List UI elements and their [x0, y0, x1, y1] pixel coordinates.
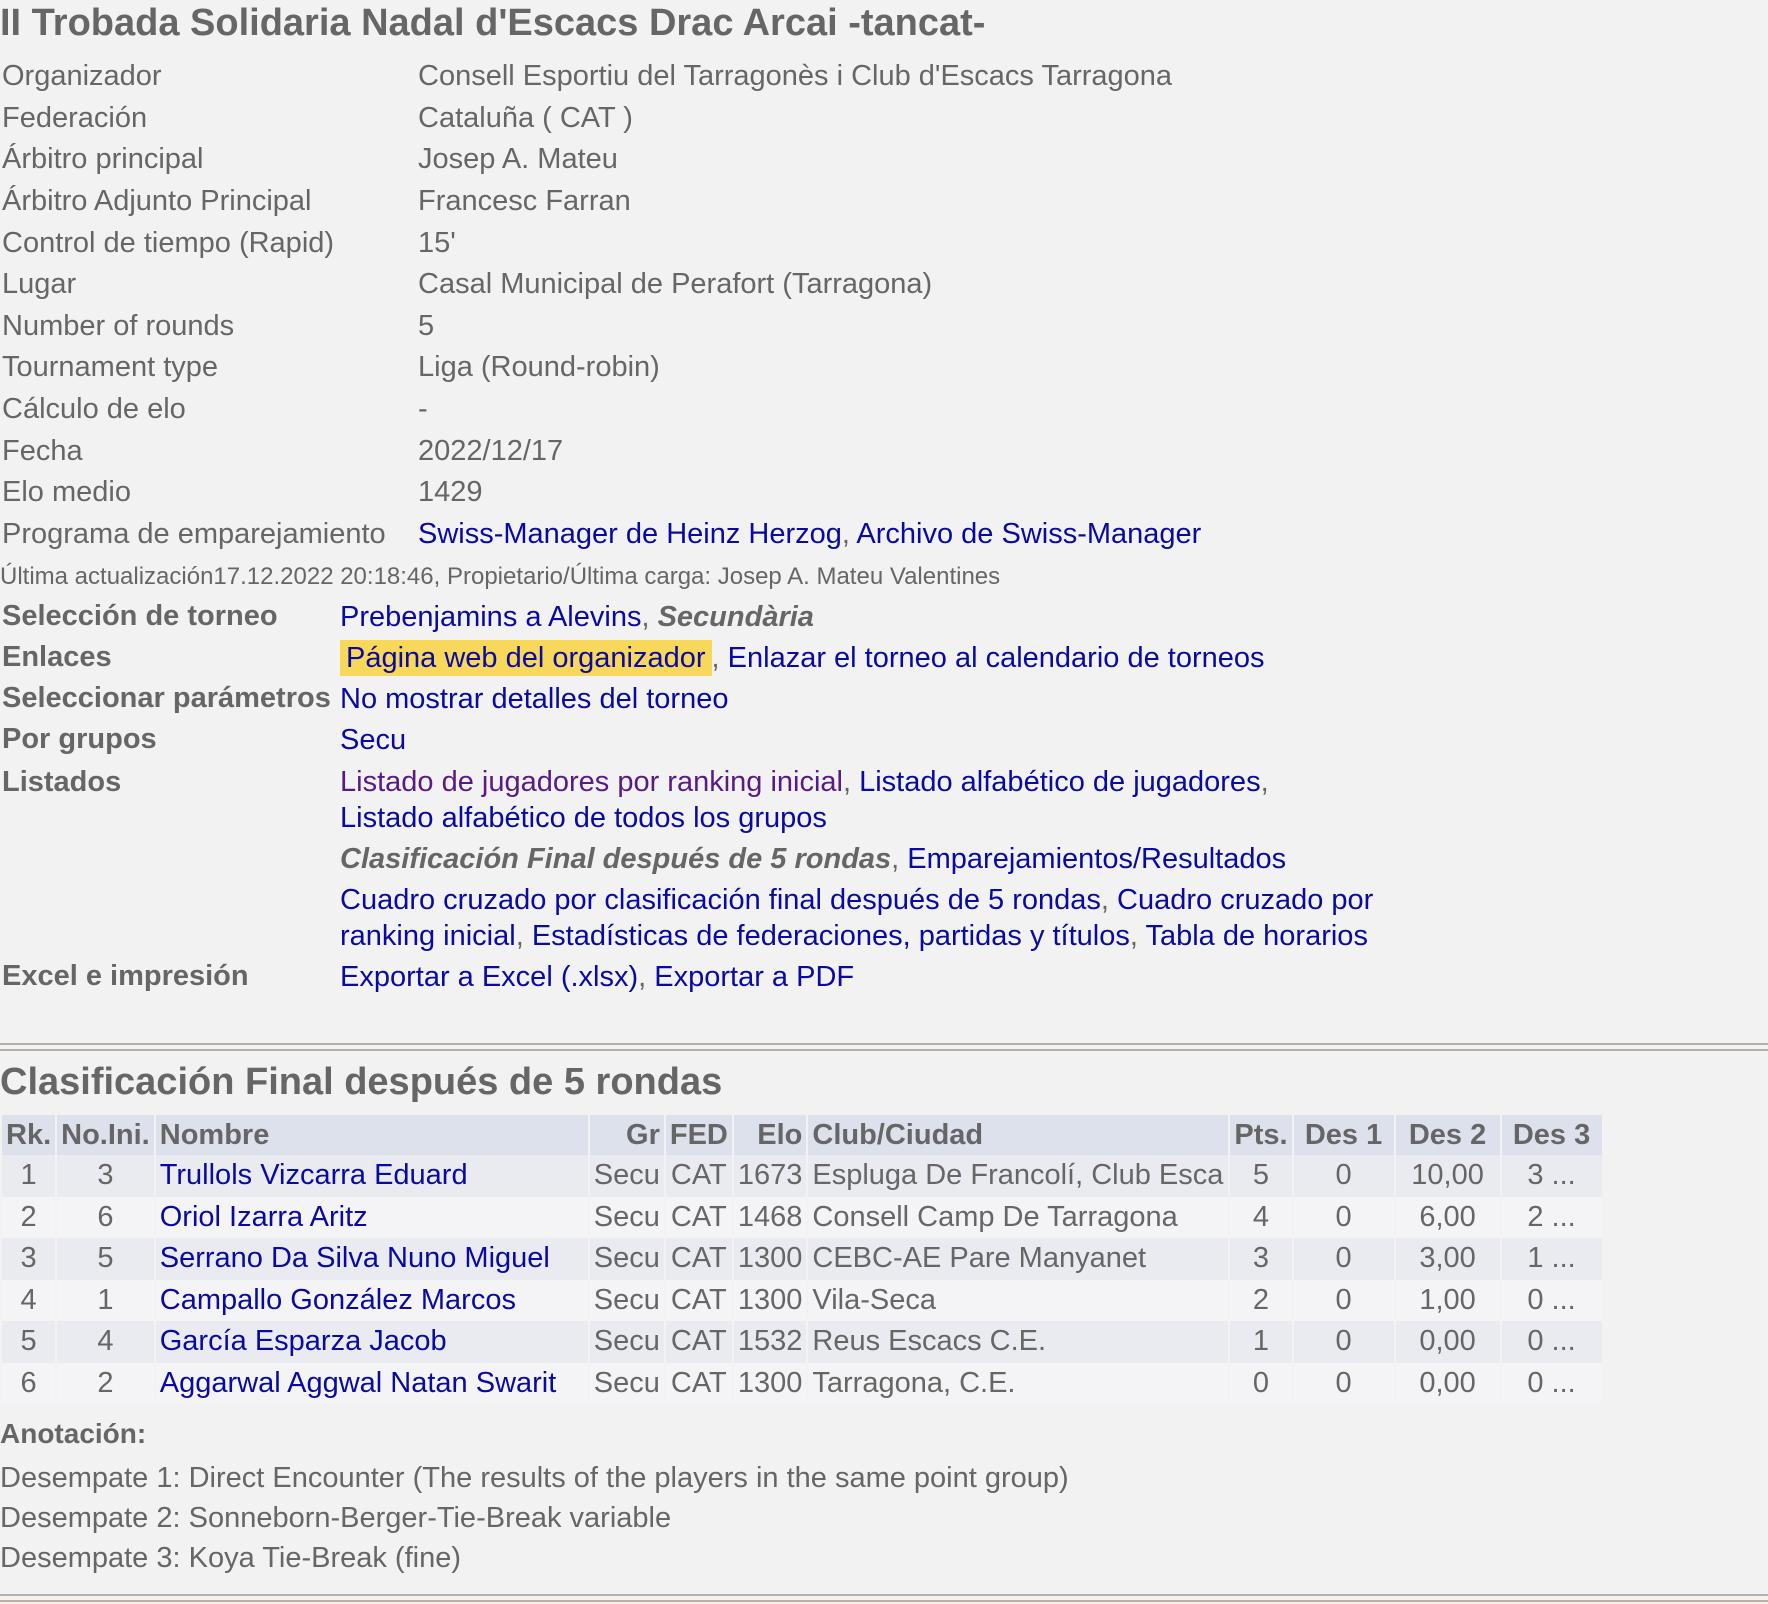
- selection-panel: [2, 596, 1390, 997]
- crosstable-start-link[interactable]: Cuadro cruzado por ranking inicial: [340, 884, 1374, 952]
- tiebreak-note-1: Desempate 1: Direct Encounter (The results of the players in the same point group): [0, 1462, 1069, 1494]
- last-update: Última actualización17.12.2022 20:18:46, Propietario/Última carga: Josep A. Mateu Valentines: [0, 563, 1001, 590]
- player-link[interactable]: García Esparza Jacob: [159, 1325, 447, 1358]
- header-group: Gr: [590, 1115, 664, 1155]
- export-pdf-link[interactable]: Exportar a PDF: [654, 960, 855, 993]
- player-link[interactable]: Oriol Izarra Aritz: [159, 1200, 368, 1233]
- table-row: 6 2 Aggarwal Aggwal Natan Swarit Secu CAT 1300 Tarragona, C.E. 0 0 0,00 0 ...: [2, 1363, 1602, 1405]
- info-row-date: Fecha 2022/12/17: [2, 434, 564, 467]
- header-club: Club/Ciudad: [808, 1115, 1228, 1155]
- tournament-info: [2, 56, 1201, 555]
- header-fed: FED: [666, 1115, 732, 1155]
- header-tb3: Des 3: [1502, 1115, 1602, 1155]
- standings-table: [0, 1115, 1604, 1404]
- info-row-rounds: Number of rounds 5: [2, 309, 435, 342]
- header-tb2: Des 2: [1396, 1115, 1500, 1155]
- info-row-elo-calc: Cálculo de elo -: [2, 393, 428, 426]
- excel-row: Excel e impresión Exportar a Excel (.xlsx), Exportar a PDF: [2, 960, 855, 993]
- divider: [0, 1043, 1768, 1051]
- table-row: 2 6 Oriol Izarra Aritz Secu CAT 1468 Consell Camp De Tarragona 4 0 6,00 2 ...: [2, 1197, 1602, 1239]
- organizer-website-link[interactable]: Página web del organizador: [340, 640, 712, 676]
- groups-row: Por grupos Secu: [2, 723, 407, 756]
- tournament-prebenjamins-link[interactable]: Prebenjamins a Alevins: [340, 600, 642, 633]
- pairings-results-link[interactable]: Emparejamientos/Resultados: [907, 843, 1287, 875]
- list-alphabetical-link[interactable]: Listado alfabético de jugadores: [859, 766, 1261, 798]
- calendar-link[interactable]: Enlazar el torneo al calendario de torneos: [727, 641, 1265, 674]
- links-row: Enlaces Página web del organizador , Enlazar el torneo al calendario de torneos: [2, 641, 1265, 674]
- header-start-no: No.Ini.: [57, 1115, 154, 1155]
- tiebreak-note-2: Desempate 2: Sonneborn-Berger-Tie-Break variable: [0, 1502, 672, 1534]
- player-link[interactable]: Campallo González Marcos: [159, 1283, 516, 1316]
- info-row-location: Lugar Casal Municipal de Perafort (Tarragona): [2, 268, 933, 301]
- info-row-program: Programa de emparejamiento Swiss-Manager de Heinz Herzog, Archivo de Swiss-Manager: [2, 517, 1202, 550]
- swiss-manager-link[interactable]: Swiss-Manager de Heinz Herzog: [418, 517, 842, 550]
- player-link[interactable]: Aggarwal Aggwal Natan Swarit: [159, 1366, 557, 1399]
- table-row: 1 3 Trullols Vizcarra Eduard Secu CAT 1673 Espluga De Francolí, Club Esca 5 0 10,00 3 ...: [2, 1155, 1602, 1197]
- annotations-heading: Anotación:: [0, 1418, 147, 1449]
- hide-details-link[interactable]: No mostrar detalles del torneo: [340, 682, 729, 715]
- swiss-manager-file-link[interactable]: Archivo de Swiss-Manager: [856, 517, 1202, 550]
- final-standings-current: Clasificación Final después de 5 rondas: [340, 843, 892, 875]
- table-row: 4 1 Campallo González Marcos Secu CAT 1300 Vila-Seca 2 0 1,00 0 ...: [2, 1280, 1602, 1322]
- list-ranking-link[interactable]: Listado de jugadores por ranking inicial: [340, 766, 843, 798]
- list-all-groups-link[interactable]: Listado alfabético de todos los grupos: [340, 802, 827, 834]
- info-row-deputy-arbiter: Árbitro Adjunto Principal Francesc Farran: [2, 185, 631, 218]
- player-link[interactable]: Serrano Da Silva Nuno Miguel: [159, 1242, 550, 1275]
- header-elo: Elo: [734, 1115, 807, 1155]
- header-rank: Rk.: [2, 1115, 55, 1155]
- page-title: II Trobada Solidaria Nadal d'Escacs Drac Arcai -tancat-: [0, 2, 986, 44]
- table-row: 3 5 Serrano Da Silva Nuno Miguel Secu CAT 1300 CEBC-AE Pare Manyanet 3 0 3,00 1 ...: [2, 1238, 1602, 1280]
- standings-title: Clasificación Final después de 5 rondas: [0, 1061, 723, 1103]
- schedule-link[interactable]: Tabla de horarios: [1145, 920, 1368, 952]
- info-row-type: Tournament type Liga (Round-robin): [2, 351, 660, 384]
- parameters-row: Seleccionar parámetros No mostrar detalles del torneo: [2, 682, 729, 715]
- header-points: Pts.: [1230, 1115, 1291, 1155]
- info-row-chief-arbiter: Árbitro principal Josep A. Mateu: [2, 143, 618, 176]
- tiebreak-note-3: Desempate 3: Koya Tie-Break (fine): [0, 1542, 461, 1574]
- current-tournament: Secundària: [657, 600, 814, 633]
- crosstable-final-link[interactable]: Cuadro cruzado por clasificación final después de 5 rondas: [340, 884, 1101, 916]
- tournament-selection-row: Selección de torneo Prebenjamins a Alevins, Secundària: [2, 600, 814, 633]
- statistics-link[interactable]: Estadísticas de federaciones, partidas y títulos: [531, 920, 1130, 952]
- divider-bottom: [0, 1594, 1768, 1602]
- lists-row: Listados Listado de jugadores por ranking inicial, Listado alfabético de jugadores, Listado alfabético de todos los grupos Clasificación Final después de 5 rondas, Emparejamientos/Resultados Cuadro cruzado por clasificación final después de 5 rondas, Cuadro cruzado por ranking inicial, Estadísticas de federaciones, partidas y títulos, Tabla de horarios: [2, 766, 1374, 952]
- info-row-average-elo: Elo medio 1429: [2, 476, 483, 509]
- header-tb1: Des 1: [1294, 1115, 1394, 1155]
- info-row-time-control: Control de tiempo (Rapid) 15': [2, 226, 456, 259]
- annotations: [0, 1418, 1069, 1578]
- group-secu-link[interactable]: Secu: [340, 723, 407, 756]
- header-name: Nombre: [156, 1115, 588, 1155]
- table-header: [2, 1115, 1602, 1155]
- player-link[interactable]: Trullols Vizcarra Eduard: [159, 1159, 468, 1192]
- info-row-federation: Federación Cataluña ( CAT ): [2, 101, 633, 134]
- export-excel-link[interactable]: Exportar a Excel (.xlsx): [340, 960, 639, 993]
- info-row-organizer: Organizador Consell Esportiu del Tarragonès i Club d'Escacs Tarragona: [2, 60, 1173, 93]
- table-row: 5 4 García Esparza Jacob Secu CAT 1532 Reus Escacs C.E. 1 0 0,00 0 ...: [2, 1321, 1602, 1363]
